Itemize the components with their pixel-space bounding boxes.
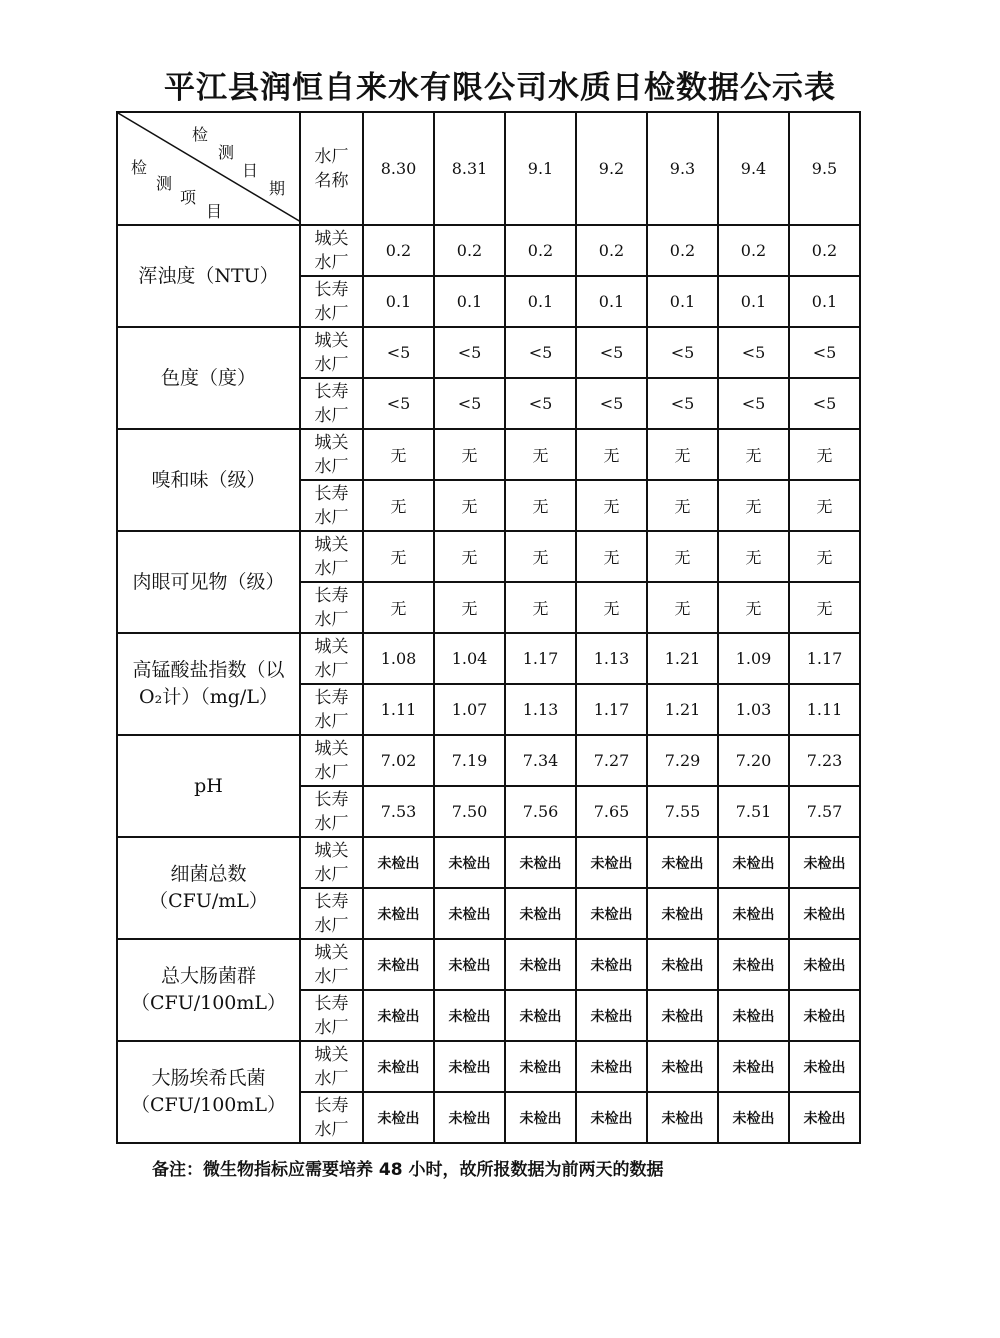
test-item-label: 总大肠菌群 [160,965,256,987]
value-cell: 7.56 [505,786,576,837]
plant-name-line2: 水厂 [314,660,349,681]
diagonal-header-cell [117,112,300,225]
table-row [117,633,860,684]
plant-name-cell [300,888,363,939]
value-cell: 无 [363,531,434,582]
value-cell: 1.21 [647,633,718,684]
test-item-cell [117,837,300,939]
value-cell: <5 [718,327,789,378]
value-cell: 未检出 [647,1041,718,1092]
value-cell: 0.1 [434,276,505,327]
table-row [117,531,860,582]
value-cell: 未检出 [505,837,576,888]
value-cell: 无 [718,582,789,633]
value-cell: 0.1 [363,276,434,327]
value-cell: 1.21 [647,684,718,735]
value-cell: 未检出 [363,837,434,888]
value-cell: 7.27 [576,735,647,786]
value-cell: 未检出 [434,990,505,1041]
plant-name-line2: 水厂 [314,915,349,936]
value-cell: 未检出 [789,837,860,888]
value-cell: 7.57 [789,786,860,837]
value-cell: 7.50 [434,786,505,837]
plant-name-line1: 长寿 [314,483,349,504]
plant-name-cell [300,735,363,786]
plant-name-cell [300,1041,363,1092]
value-cell: 未检出 [505,1041,576,1092]
value-cell: 未检出 [647,888,718,939]
value-cell: 1.17 [576,684,647,735]
value-cell: 未检出 [434,1092,505,1143]
plant-name-line1: 长寿 [314,279,349,300]
value-cell: 无 [434,531,505,582]
value-cell: 0.1 [647,276,718,327]
plant-name-line1: 城关 [314,534,349,555]
value-cell: 无 [363,480,434,531]
test-item-label: pH [194,774,223,797]
value-cell: 未检出 [434,939,505,990]
value-cell: 1.17 [789,633,860,684]
date-header: 9.4 [718,112,789,225]
plant-header-line1: 水厂 [314,146,349,167]
value-cell: <5 [576,327,647,378]
value-cell: 未检出 [576,990,647,1041]
plant-name-cell [300,990,363,1041]
test-item-label-line2: （CFU/100mL） [130,1094,287,1116]
value-cell: <5 [363,327,434,378]
plant-name-line1: 长寿 [314,585,349,606]
value-cell: 0.2 [434,225,505,276]
plant-name-line1: 城关 [314,432,349,453]
value-cell: 1.03 [718,684,789,735]
value-cell: 未检出 [363,1041,434,1092]
value-cell: 未检出 [718,888,789,939]
diag-bottom-char: 项 [180,188,197,207]
value-cell: 未检出 [718,1092,789,1143]
value-cell: 无 [789,531,860,582]
value-cell: 无 [434,582,505,633]
plant-name-cell [300,786,363,837]
table-row [117,225,860,276]
plant-name-line2: 水厂 [314,456,349,477]
plant-name-line2: 水厂 [314,252,349,273]
value-cell: 1.11 [363,684,434,735]
plant-name-line1: 城关 [314,738,349,759]
value-cell: 1.07 [434,684,505,735]
value-cell: 7.55 [647,786,718,837]
plant-name-line2: 水厂 [314,864,349,885]
value-cell: 0.2 [718,225,789,276]
value-cell: <5 [647,378,718,429]
value-cell: 未检出 [363,990,434,1041]
value-cell: 无 [363,582,434,633]
value-cell: 无 [505,582,576,633]
value-cell: 未检出 [647,939,718,990]
plant-header-line2: 名称 [314,170,349,191]
plant-name-line2: 水厂 [314,966,349,987]
value-cell: 未检出 [647,837,718,888]
header-row [117,112,860,225]
value-cell: 未检出 [434,1041,505,1092]
table-row [117,735,860,786]
plant-name-line1: 城关 [314,942,349,963]
plant-name-line2: 水厂 [314,813,349,834]
plant-name-cell [300,531,363,582]
plant-name-header [300,112,363,225]
diag-top-char: 检 [192,125,209,144]
diag-bottom-char: 测 [156,174,173,193]
value-cell: 未检出 [718,990,789,1041]
value-cell: 无 [434,429,505,480]
value-cell: 无 [576,582,647,633]
test-item-label-line2: O₂计）（mg/L） [139,686,278,708]
value-cell: <5 [718,378,789,429]
value-cell: 无 [505,480,576,531]
test-item-label: 肉眼可见物（级） [132,570,285,593]
plant-name-line1: 长寿 [314,891,349,912]
value-cell: 未检出 [789,939,860,990]
value-cell: 1.13 [505,684,576,735]
plant-name-cell [300,837,363,888]
plant-name-line1: 长寿 [314,789,349,810]
value-cell: 7.23 [789,735,860,786]
test-item-label: 大肠埃希氏菌 [151,1067,266,1089]
value-cell: 7.65 [576,786,647,837]
test-item-cell [117,225,300,327]
value-cell: 无 [789,429,860,480]
plant-name-cell [300,378,363,429]
date-header: 8.30 [363,112,434,225]
plant-name-line1: 城关 [314,1044,349,1065]
value-cell: 未检出 [363,1092,434,1143]
value-cell: 无 [576,480,647,531]
plant-name-line1: 长寿 [314,687,349,708]
value-cell: 未检出 [789,1041,860,1092]
value-cell: 未检出 [505,990,576,1041]
value-cell: 未检出 [576,837,647,888]
value-cell: 未检出 [505,1092,576,1143]
test-item-label: 细菌总数 [170,863,247,885]
plant-name-line2: 水厂 [314,303,349,324]
value-cell: <5 [505,378,576,429]
test-item-label: 浑浊度（NTU） [138,264,279,287]
plant-name-cell [300,429,363,480]
plant-name-cell [300,684,363,735]
plant-name-line1: 长寿 [314,993,349,1014]
value-cell: 1.09 [718,633,789,684]
test-item-cell [117,429,300,531]
test-item-cell [117,1041,300,1143]
value-cell: 无 [647,582,718,633]
diag-top-char: 测 [218,143,235,162]
value-cell: 未检出 [576,1041,647,1092]
value-cell: <5 [505,327,576,378]
value-cell: 未检出 [789,1092,860,1143]
value-cell: 无 [576,429,647,480]
plant-name-line2: 水厂 [314,354,349,375]
date-header: 9.1 [505,112,576,225]
test-item-cell [117,939,300,1041]
value-cell: 未检出 [789,888,860,939]
value-cell: 未检出 [576,1092,647,1143]
value-cell: 7.53 [363,786,434,837]
date-header: 8.31 [434,112,505,225]
test-item-label: 色度（度） [160,366,256,389]
value-cell: <5 [647,327,718,378]
value-cell: 0.1 [718,276,789,327]
value-cell: 1.17 [505,633,576,684]
plant-name-line1: 长寿 [314,381,349,402]
plant-name-line1: 城关 [314,228,349,249]
footnote: 备注：微生物指标应需要培养 48 小时，故所报数据为前两天的数据 [152,1160,664,1180]
plant-name-line2: 水厂 [314,1017,349,1038]
value-cell: 无 [718,531,789,582]
value-cell: 1.11 [789,684,860,735]
test-item-label: 嗅和味（级） [151,468,266,491]
date-header: 9.3 [647,112,718,225]
plant-name-line2: 水厂 [314,1119,349,1140]
plant-name-cell [300,582,363,633]
value-cell: <5 [434,378,505,429]
test-item-cell [117,633,300,735]
plant-name-line2: 水厂 [314,558,349,579]
plant-name-line2: 水厂 [314,405,349,426]
diag-bottom-char: 目 [206,202,223,221]
test-item-label-line2: （CFU/mL） [149,890,268,912]
plant-name-line2: 水厂 [314,762,349,783]
date-header: 9.2 [576,112,647,225]
value-cell: 0.1 [576,276,647,327]
value-cell: 未检出 [505,939,576,990]
value-cell: 无 [505,429,576,480]
value-cell: 无 [789,480,860,531]
table-row [117,429,860,480]
plant-name-line2: 水厂 [314,711,349,732]
value-cell: 1.04 [434,633,505,684]
value-cell: 未检出 [363,888,434,939]
value-cell: 7.19 [434,735,505,786]
value-cell: 7.02 [363,735,434,786]
plant-name-cell [300,939,363,990]
table-row [117,1041,860,1092]
plant-name-line1: 城关 [314,636,349,657]
value-cell: 未检出 [505,888,576,939]
test-item-cell [117,531,300,633]
value-cell: 未检出 [718,939,789,990]
value-cell: 1.13 [576,633,647,684]
value-cell: <5 [789,378,860,429]
value-cell: 未检出 [576,888,647,939]
plant-name-line1: 城关 [314,840,349,861]
value-cell: 无 [363,429,434,480]
value-cell: 未检出 [363,939,434,990]
value-cell: 未检出 [789,990,860,1041]
value-cell: 7.51 [718,786,789,837]
diag-bottom-char: 检 [131,158,148,177]
value-cell: 无 [505,531,576,582]
value-cell: 无 [647,531,718,582]
value-cell: 无 [718,480,789,531]
value-cell: 0.1 [789,276,860,327]
value-cell: 未检出 [576,939,647,990]
value-cell: 无 [434,480,505,531]
value-cell: <5 [576,378,647,429]
value-cell: 无 [647,429,718,480]
value-cell: 未检出 [718,1041,789,1092]
plant-name-line1: 长寿 [314,1095,349,1116]
date-header: 9.5 [789,112,860,225]
test-item-cell [117,735,300,837]
plant-name-cell [300,633,363,684]
value-cell: 1.08 [363,633,434,684]
value-cell: 7.20 [718,735,789,786]
plant-name-cell [300,480,363,531]
plant-name-line2: 水厂 [314,609,349,630]
value-cell: 无 [647,480,718,531]
table-row [117,939,860,990]
value-cell: 0.2 [789,225,860,276]
value-cell: 无 [789,582,860,633]
diag-top-char: 期 [269,179,286,198]
value-cell: <5 [363,378,434,429]
value-cell: <5 [789,327,860,378]
value-cell: 无 [576,531,647,582]
plant-name-cell [300,225,363,276]
value-cell: 未检出 [718,837,789,888]
plant-name-line2: 水厂 [314,507,349,528]
test-item-label-line2: （CFU/100mL） [130,992,287,1014]
table-row [117,837,860,888]
value-cell: 无 [718,429,789,480]
plant-name-cell [300,327,363,378]
plant-name-line2: 水厂 [314,1068,349,1089]
value-cell: 未检出 [647,1092,718,1143]
test-item-cell [117,327,300,429]
value-cell: <5 [434,327,505,378]
water-quality-table [116,111,861,1144]
value-cell: 0.2 [647,225,718,276]
value-cell: 0.2 [505,225,576,276]
plant-name-cell [300,276,363,327]
value-cell: 7.34 [505,735,576,786]
page-title: 平江县润恒自来水有限公司水质日检数据公示表 [164,70,836,106]
value-cell: 0.2 [576,225,647,276]
diag-top-char: 日 [242,161,259,180]
plant-name-line1: 城关 [314,330,349,351]
value-cell: 未检出 [434,837,505,888]
value-cell: 未检出 [434,888,505,939]
value-cell: 7.29 [647,735,718,786]
value-cell: 0.1 [505,276,576,327]
table-row [117,327,860,378]
test-item-label: 高锰酸盐指数（以 [132,659,285,681]
plant-name-cell [300,1092,363,1143]
value-cell: 未检出 [647,990,718,1041]
value-cell: 0.2 [363,225,434,276]
